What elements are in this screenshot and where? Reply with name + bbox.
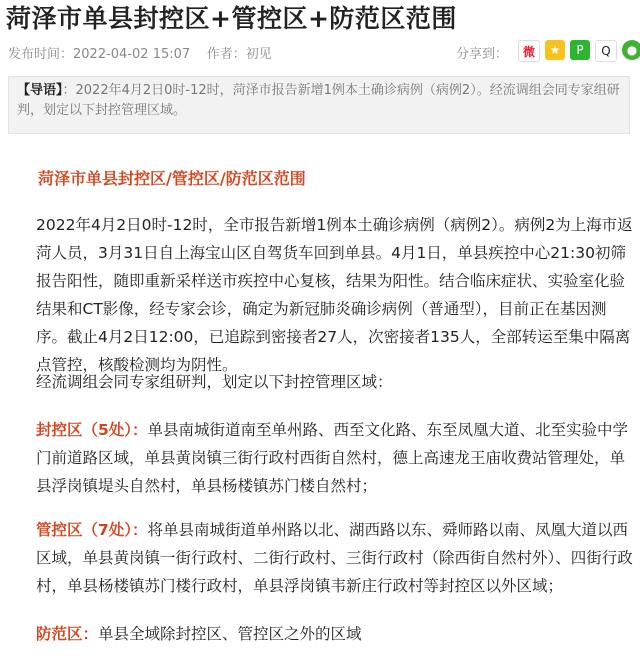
wechat-icon[interactable]: ● xyxy=(622,40,640,60)
share-icons xyxy=(518,40,640,62)
article-meta xyxy=(8,40,638,62)
sealed-zone-text: 单县南城街道南至单州路、西至文化路、东至凤凰大道、北至实验中学门前道路区域，单县黄岗镇三街行政村西街自然村，德上高速龙王庙收费站管理处，单县浮岗镇堤头自然村，单县杨楼镇苏门楼自然村； xyxy=(36,421,629,495)
paragraph-prevention-zone xyxy=(36,620,634,648)
lead-tag: 【导语】 xyxy=(17,83,63,98)
paragraph-sealed-zone xyxy=(36,416,634,500)
author-name: 初见 xyxy=(245,47,272,62)
section-subhead: 菏泽市单县封控区/管控区/防范区范围 xyxy=(38,169,306,188)
pengyou-icon[interactable]: P xyxy=(570,40,590,60)
control-zone-label: 管控区（7处）： xyxy=(36,521,148,539)
author-label: 作者： xyxy=(206,47,246,62)
publish-time: 2022-04-02 15:07 xyxy=(73,47,191,62)
lead-text: ：2022年4月2日0时-12时，菏泽市报告新增1例本土确诊病例（病例2）。经流调组会同专家组研判，划定以下封控管理区域。 xyxy=(17,83,620,118)
lead-box xyxy=(8,76,630,134)
sealed-zone-label: 封控区（5处）： xyxy=(36,421,148,439)
prevention-zone-text: 单县全域除封控区、管控区之外的区域 xyxy=(98,625,362,643)
article-title: 菏泽市单县封控区+管控区+防范区范围 xyxy=(6,4,457,33)
publish-label: 发布时间： xyxy=(8,47,74,62)
publish-info xyxy=(8,43,272,62)
prevention-zone-label: 防范区： xyxy=(36,625,99,643)
paragraph-control-zone xyxy=(36,516,634,600)
qzone-icon[interactable]: ★ xyxy=(545,40,565,60)
control-zone-text: 将单县南城街道单州路以北、湖西路以东、舜师路以南、凤凰大道以西区域，单县黄岗镇一街行政村、二街行政村、三街行政村（除西街自然村外）、四街行政村，单县杨楼镇苏门楼行政村，单县浮岗镇韦新庄行政村等封控区以外区域； xyxy=(36,521,633,595)
paragraph-intro: 经流调组会同专家组研判，划定以下封控管理区域： xyxy=(36,373,393,391)
qq-icon[interactable]: Q xyxy=(595,40,617,62)
weibo-icon[interactable]: 微 xyxy=(518,40,540,62)
paragraph-summary: 2022年4月2日0时-12时，全市报告新增1例本土确诊病例（病例2）。病例2为上海市返菏人员，3月31日自上海宝山区自驾货车回到单县。4月1日，单县疾控中心21:30初筛报告阳性，随即重新采样送市疾控中心复核，结果为阳性。结合临床症状、实验室化验结果和CT影像，经专家会诊，确定为新冠肺炎确诊病例（普通型），目前正在基因测序。截止4月2日12:00，已追踪到密接者27人，次密接者135人，全部转运至集中隔离点管控，核酸检测均为阴性。 xyxy=(36,216,633,374)
share-label: 分享到： xyxy=(456,47,509,62)
